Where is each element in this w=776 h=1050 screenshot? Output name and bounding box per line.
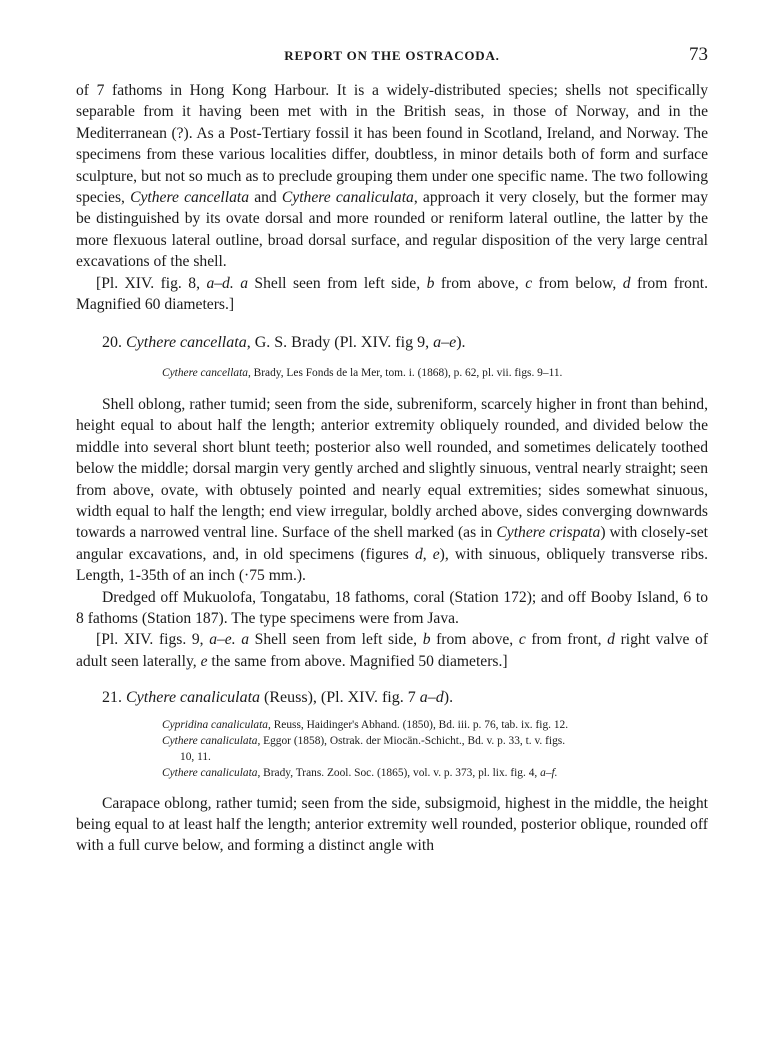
running-head: REPORT ON THE OSTRACODA. xyxy=(284,48,500,63)
synonymy-21-eggor: Cythere canaliculata, Eggor (1858), Ostrak. der Miocän.-Schicht., Bd. v. p. 33, t. v. figs. 10, 11. xyxy=(162,734,566,763)
species-heading-20: 20. Cythere cancellata, G. S. Brady (Pl. XIV. fig 9, a–e). xyxy=(102,334,466,352)
species-description-21: Carapace oblong, rather tumid; seen from the side, subsigmoid, highest in the middle, the height being equal to at least half the length; anterior extremity well rounded, posterior oblique, rounded off with a full curve below, and forming a distinct angle with xyxy=(76,794,708,855)
synonymy-21-brady: Cythere canaliculata, Brady, Trans. Zool. Soc. (1865), vol. v. p. 373, pl. lix. fig. 4, a–f. xyxy=(162,766,558,779)
plate-reference-fig-9: [Pl. XIV. figs. 9, a–e. a Shell seen from left side, b from above, c from front, d right valve of adult seen laterally, e the same from above. Magnified 50 diameters.] xyxy=(76,631,709,670)
synonymy-21-reuss: Cypridina canaliculata, Reuss, Haidinger's Abhand. (1850), Bd. iii. p. 76, tab. ix. fig. 12. xyxy=(162,718,569,731)
plate-reference-fig-8: [Pl. XIV. fig. 8, a–d. a Shell seen from left side, b from above, c from below, d from front. Magnified 60 diameters.] xyxy=(76,274,709,314)
page-number: 73 xyxy=(689,44,708,65)
synonymy-20: Cythere cancellata, Brady, Les Fonds de la Mer, tom. i. (1868), p. 62, pl. vii. figs. 9–11. xyxy=(162,366,563,379)
locality-paragraph-20: Dredged off Mukuolofa, Tongatabu, 18 fathoms, coral (Station 172); and off Booby Island, 6 to 8 fathoms (Station 187). The type specimens were from Java. xyxy=(76,588,708,627)
body-text xyxy=(76,80,708,857)
species-heading-21: 21. Cythere canaliculata (Reuss), (Pl. XIV. fig. 7 a–d). xyxy=(102,689,454,707)
page-header xyxy=(76,44,708,68)
paragraph-continuation: of 7 fathoms in Hong Kong Harbour. It is a widely-distributed species; shells not specifically separable from it having been met with in the British seas, in those of Norway, and in the Mediterranean (?). As a Post-Tertiary fossil it has been found in Scotland, Ireland, and Norway. The specimens from these various localities differ, doubtless, in minor details both of form and surface sculpture, but not so much as to preclude grouping them under one specific name. The two following species, Cythere cancellata and Cythere canaliculata, approach it very closely, but the former may be distinguished by its ovate dorsal and more rounded or reniform lateral outline, the latter by the more flexuous lateral outline, broad dorsal surface, and regular disposition of the very large central excavations of the shell. xyxy=(76,82,708,271)
species-description-20: Shell oblong, rather tumid; seen from the side, subreniform, scarcely higher in front than behind, height equal to about half the length; anterior extremity obliquely rounded, and divided below the middle into several short blunt teeth; posterior also well rounded, and sometimes delicately toothed below the middle; dorsal margin very gently arched and slightly sinuous, ventral nearly straight; seen from above, ovate, with obtusely pointed and nearly equal extremities; sides somewhat sinuous, width equal to half the length; end view irregular, boldly arched above, sides converging downwards towards a narrowed ventral line. Surface of the shell marked (as in Cythere crispata) with closely-set angular excavations, and, in old specimens (figures d, e), with sinuous, obliquely transverse ribs. Length, 1-35th of an inch (·75 mm.). xyxy=(76,395,708,585)
